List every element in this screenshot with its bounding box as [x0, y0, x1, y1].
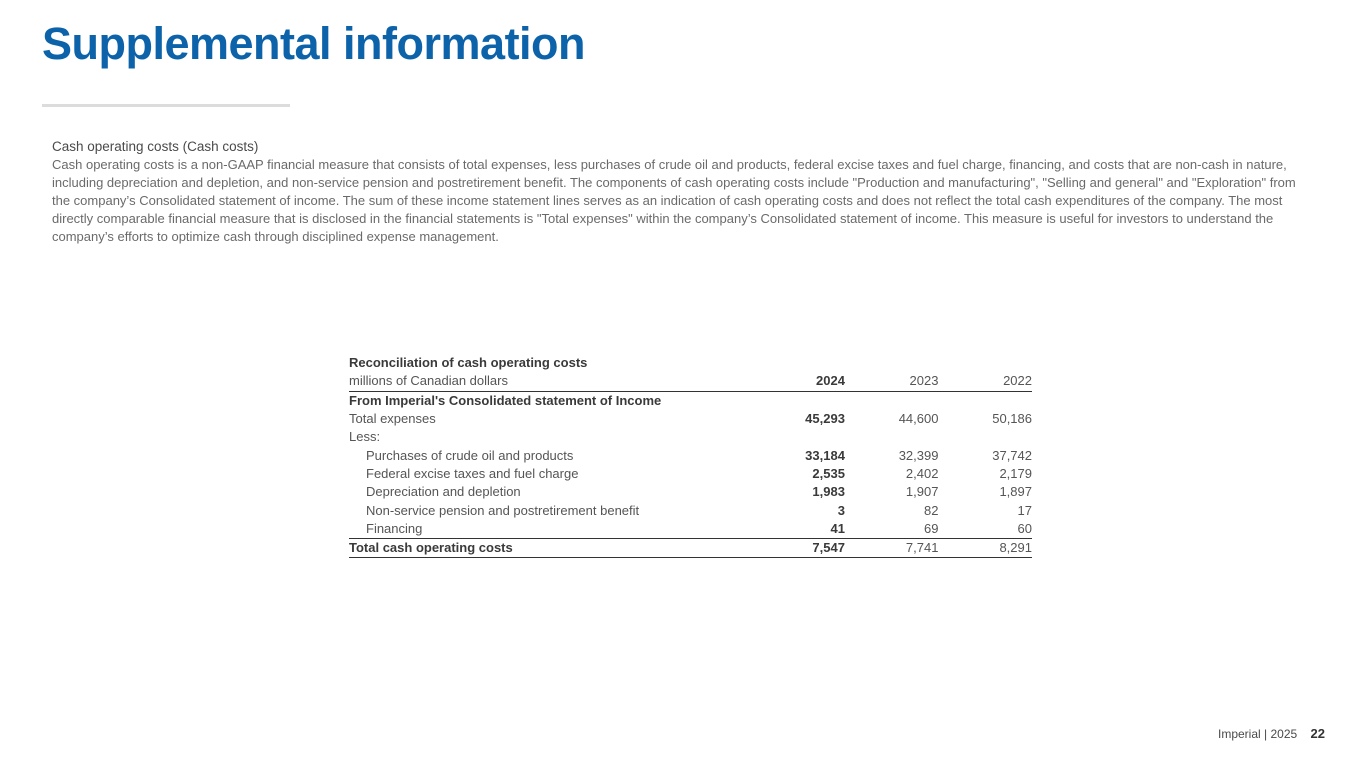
table-title: Reconciliation of cash operating costs — [349, 355, 588, 371]
cell-2023: 69 — [923, 520, 939, 536]
year-header-2023: 2023 — [845, 372, 939, 391]
cell-2022: 2,179 — [999, 465, 1032, 481]
cell-2024: 41 — [830, 520, 845, 536]
table-row — [349, 520, 1032, 539]
intro-section — [52, 138, 1302, 246]
cell-2024: 1,983 — [812, 484, 845, 500]
table-row — [349, 446, 1032, 464]
less-row — [349, 428, 1032, 446]
year-header-2024: 2024 — [766, 372, 845, 391]
cell-2024: 33,184 — [805, 447, 845, 463]
table-row — [349, 483, 1032, 501]
total-row — [349, 538, 1032, 557]
row-label: Depreciation and depletion — [366, 484, 521, 500]
cell-2022: 60 — [1017, 520, 1032, 536]
total-2022: 8,291 — [938, 538, 1032, 557]
table-title-row — [349, 354, 1032, 372]
cell-2023: 44,600 — [898, 411, 939, 427]
section-heading-row — [349, 391, 1032, 410]
page-title: Supplemental information — [42, 18, 586, 69]
cell-2023: 32,399 — [898, 447, 939, 463]
footer-separator: | — [1264, 727, 1268, 741]
row-label: Financing — [366, 520, 423, 536]
footer-company: Imperial — [1217, 727, 1261, 741]
cell-2023: 2,402 — [905, 465, 939, 481]
table-row — [349, 465, 1032, 483]
cell-2023: 82 — [923, 502, 939, 518]
less-label: Less: — [349, 429, 381, 445]
intro-body: Cash operating costs is a non-GAAP financial measure that consists of total expenses, less purchases of crude oil and products, federal excise taxes and fuel charge, financing, and costs that are non-cash in nature, including depreciation and depletion, and non-service pension and postretirement benefit. The components of cash operating costs include "Production and manufacturing", "Selling and general" and "Exploration" from the company’s Consolidated statement of income. The sum of these income statement lines serves as an indication of cash operating costs and does not reflect the total cash expenditures of the company. The most directly comparable financial measure that is disclosed in the financial statements is "Total expenses" within the company’s Consolidated statement of income. This measure is useful for investors to understand the company’s efforts to optimize cash through disciplined expense management. — [52, 157, 1296, 244]
title-divider — [42, 104, 290, 107]
cell-2022: 50,186 — [992, 411, 1032, 427]
reconciliation-table — [349, 354, 1032, 558]
total-2023: 7,741 — [845, 538, 939, 557]
cell-2022: 1,897 — [999, 484, 1032, 500]
table-row — [349, 410, 1032, 428]
cell-2023: 1,907 — [905, 484, 939, 500]
cell-2024: 3 — [837, 502, 845, 518]
page-number: 22 — [1310, 726, 1325, 741]
row-label: Total expenses — [349, 411, 436, 427]
row-label: Non-service pension and postretirement benefit — [366, 502, 640, 518]
year-header-2022: 2022 — [938, 372, 1032, 391]
cell-2022: 37,742 — [992, 447, 1032, 463]
intro-heading: Cash operating costs (Cash costs) — [52, 139, 259, 154]
cell-2022: 17 — [1017, 502, 1032, 518]
cell-2024: 45,293 — [805, 411, 845, 427]
footer-year: 2025 — [1270, 727, 1298, 741]
cell-2024: 2,535 — [812, 465, 845, 481]
total-2024: 7,547 — [766, 538, 845, 557]
table-units: millions of Canadian dollars — [349, 372, 766, 391]
footer — [1218, 726, 1325, 741]
row-label: Federal excise taxes and fuel charge — [366, 465, 579, 481]
table-row — [349, 501, 1032, 519]
row-label: Purchases of crude oil and products — [366, 447, 574, 463]
section-heading: From Imperial's Consolidated statement of Income — [349, 392, 662, 408]
table-header-row — [349, 372, 1032, 391]
total-label: Total cash operating costs — [349, 538, 766, 557]
